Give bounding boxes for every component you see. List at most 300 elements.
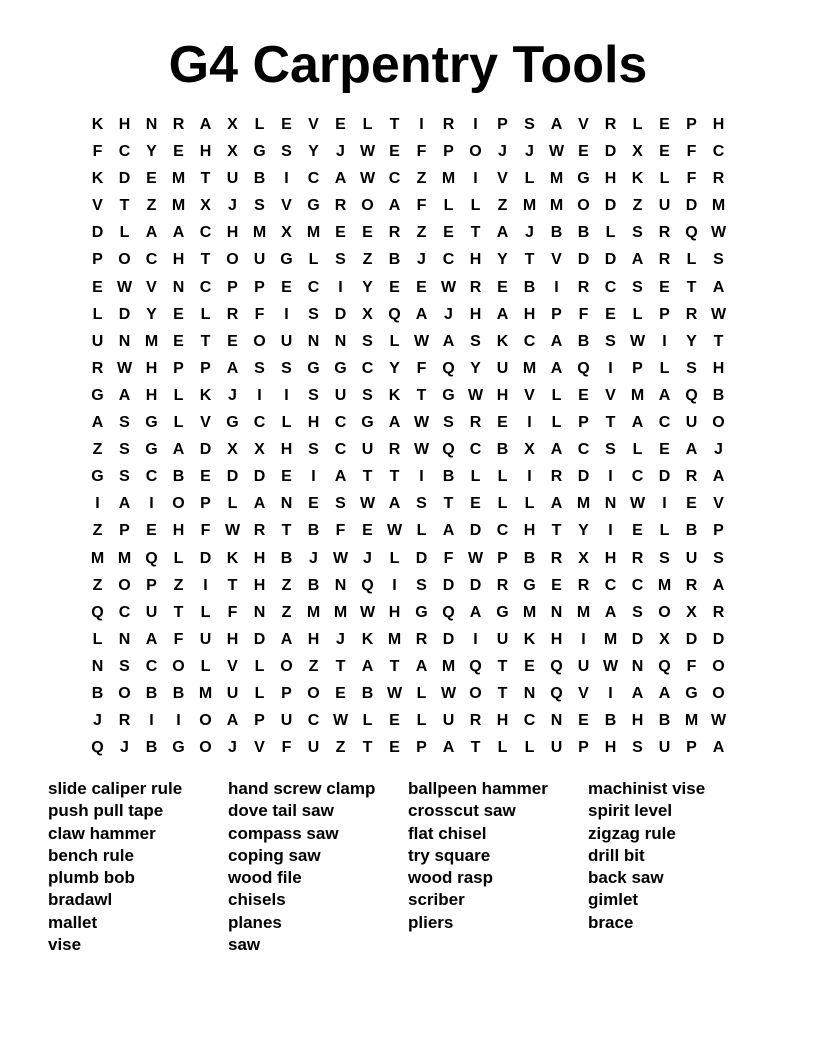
- grid-letter: M: [333, 603, 348, 621]
- grid-letter: P: [254, 278, 265, 296]
- grid-letter: W: [467, 386, 484, 404]
- grid-letter: M: [576, 495, 591, 513]
- grid-letter: U: [361, 441, 374, 459]
- grid-letter: O: [469, 143, 482, 161]
- grid-letter: L: [281, 414, 292, 432]
- grid-letter: B: [145, 739, 158, 757]
- grid-letter: X: [659, 630, 670, 648]
- grid-letter: H: [226, 224, 239, 242]
- grid-letter: V: [497, 170, 508, 188]
- grid-letter: C: [307, 712, 320, 730]
- grid-letter: I: [203, 576, 208, 594]
- grid-letter: U: [496, 630, 509, 648]
- grid-letter: D: [685, 197, 698, 215]
- grid-letter: I: [257, 386, 262, 404]
- grid-letter: N: [334, 332, 347, 350]
- grid-letter: V: [254, 739, 265, 757]
- grid-letter: J: [525, 224, 534, 242]
- grid-letter: A: [388, 414, 401, 432]
- grid-letter: S: [632, 739, 643, 757]
- grid-letter: D: [469, 576, 482, 594]
- grid-letter: L: [659, 170, 670, 188]
- grid-letter: P: [92, 251, 103, 269]
- grid-letter: B: [577, 332, 590, 350]
- grid-letter: L: [632, 441, 643, 459]
- grid-letter: S: [713, 251, 724, 269]
- grid-letter: R: [550, 549, 563, 567]
- grid-letter: O: [280, 657, 293, 675]
- grid-letter: B: [550, 224, 563, 242]
- grid-letter: C: [307, 278, 320, 296]
- grid-letter: E: [416, 278, 427, 296]
- grid-letter: Y: [308, 143, 319, 161]
- grid-letter: B: [658, 712, 671, 730]
- grid-letter: G: [577, 170, 590, 188]
- grid-letter: L: [173, 414, 184, 432]
- grid-letter: O: [307, 684, 320, 702]
- grid-letter: H: [604, 549, 617, 567]
- grid-letter: Q: [550, 684, 563, 702]
- grid-letter: H: [712, 116, 725, 133]
- grid-letter: A: [469, 603, 482, 621]
- grid-letter: Q: [442, 603, 455, 621]
- grid-letter: L: [254, 684, 265, 702]
- grid-letter: Y: [146, 305, 157, 323]
- grid-letter: P: [632, 359, 643, 377]
- grid-letter: X: [686, 603, 697, 621]
- grid-letter: L: [227, 495, 238, 513]
- grid-letter: X: [362, 305, 373, 323]
- grid-letter: C: [145, 657, 158, 675]
- grid-letter: S: [119, 657, 130, 675]
- grid-letter: V: [200, 414, 211, 432]
- grid-letter: S: [470, 332, 481, 350]
- grid-letter: C: [712, 143, 725, 161]
- grid-letter: E: [659, 116, 670, 133]
- grid-letter: W: [710, 712, 727, 730]
- grid-letter: V: [308, 116, 319, 133]
- grid-letter: L: [416, 684, 427, 702]
- grid-letter: K: [361, 630, 374, 648]
- grid-letter: M: [603, 630, 618, 648]
- grid-letter: X: [281, 224, 292, 242]
- grid-letter: P: [173, 359, 184, 377]
- grid-letter: A: [334, 468, 347, 486]
- grid-letter: E: [389, 739, 400, 757]
- grid-letter: D: [199, 549, 212, 567]
- grid-letter: L: [308, 251, 319, 269]
- grid-letter: V: [227, 657, 238, 675]
- grid-letter: S: [632, 278, 643, 296]
- grid-letter: R: [415, 630, 428, 648]
- grid-letter: N: [334, 576, 347, 594]
- grid-letter: R: [577, 278, 590, 296]
- grid-letter: U: [577, 657, 590, 675]
- grid-letter: E: [281, 468, 292, 486]
- grid-letter: J: [336, 143, 345, 161]
- grid-letter: R: [442, 116, 455, 133]
- grid-letter: Q: [145, 549, 158, 567]
- grid-letter: L: [524, 739, 535, 757]
- grid-letter: M: [630, 386, 645, 404]
- grid-letter: C: [523, 712, 536, 730]
- grid-letter: B: [442, 468, 455, 486]
- grid-letter: H: [307, 414, 320, 432]
- grid-letter: O: [172, 495, 185, 513]
- grid-letter: O: [226, 251, 239, 269]
- grid-letter: A: [550, 332, 563, 350]
- grid-letter: A: [334, 170, 347, 188]
- grid-letter: T: [470, 739, 481, 757]
- grid-letter: B: [361, 684, 374, 702]
- grid-letter: E: [659, 143, 670, 161]
- grid-letter: A: [226, 712, 239, 730]
- grid-letter: Y: [497, 251, 508, 269]
- grid-letter: N: [307, 332, 320, 350]
- grid-letter: N: [91, 657, 104, 675]
- grid-letter: U: [496, 359, 509, 377]
- grid-letter: S: [254, 197, 265, 215]
- word-item: bench rule: [48, 845, 134, 865]
- grid-letter: E: [281, 116, 292, 133]
- grid-letter: L: [443, 197, 454, 215]
- grid-letter: M: [522, 603, 537, 621]
- grid-letter: D: [712, 630, 725, 648]
- grid-letter: H: [253, 576, 266, 594]
- grid-letter: D: [199, 441, 212, 459]
- grid-letter: M: [252, 224, 267, 242]
- grid-letter: A: [631, 414, 644, 432]
- word-item: chisels: [228, 890, 286, 910]
- grid-letter: B: [523, 549, 536, 567]
- grid-letter: G: [334, 359, 347, 377]
- grid-letter: M: [576, 603, 591, 621]
- grid-letter: T: [335, 657, 346, 675]
- grid-letter: E: [659, 441, 670, 459]
- grid-letter: C: [307, 170, 320, 188]
- word-item: back saw: [588, 868, 664, 888]
- grid-letter: S: [416, 495, 427, 513]
- word-item: try square: [408, 845, 491, 865]
- grid-letter: Z: [308, 657, 319, 675]
- grid-letter: V: [92, 197, 103, 215]
- grid-letter: I: [311, 468, 316, 486]
- grid-letter: R: [631, 549, 644, 567]
- grid-letter: R: [388, 441, 401, 459]
- grid-letter: F: [92, 143, 103, 161]
- grid-letter: M: [522, 359, 537, 377]
- grid-letter: T: [362, 468, 373, 486]
- grid-letter: A: [442, 739, 455, 757]
- grid-letter: G: [172, 739, 185, 757]
- grid-letter: X: [227, 116, 238, 133]
- word-item: zigzag rule: [588, 823, 676, 843]
- grid-letter: F: [200, 522, 211, 540]
- grid-letter: W: [359, 170, 376, 188]
- grid-letter: H: [118, 116, 131, 133]
- grid-letter: T: [551, 522, 562, 540]
- grid-letter: S: [686, 359, 697, 377]
- grid-letter: C: [253, 414, 266, 432]
- grid-letter: A: [199, 116, 212, 133]
- grid-letter: R: [604, 116, 617, 133]
- grid-letter: Q: [388, 305, 401, 323]
- grid-letter: S: [605, 441, 616, 459]
- grid-letter: Q: [550, 657, 563, 675]
- word-item: flat chisel: [408, 823, 487, 843]
- grid-letter: N: [118, 630, 131, 648]
- word-item: crosscut saw: [408, 801, 516, 821]
- grid-letter: B: [172, 468, 185, 486]
- grid-letter: C: [604, 278, 617, 296]
- grid-letter: V: [578, 116, 589, 133]
- grid-letter: V: [146, 278, 157, 296]
- grid-letter: C: [334, 414, 347, 432]
- grid-letter: A: [145, 630, 158, 648]
- grid-letter: F: [173, 630, 184, 648]
- grid-letter: X: [227, 143, 238, 161]
- word-item: push pull tape: [48, 801, 164, 821]
- grid-letter: H: [172, 522, 185, 540]
- grid-letter: O: [658, 603, 671, 621]
- grid-letter: H: [604, 739, 617, 757]
- grid-letter: T: [173, 603, 184, 621]
- grid-letter: R: [550, 468, 563, 486]
- grid-letter: C: [631, 576, 644, 594]
- grid-letter: W: [359, 143, 376, 161]
- grid-letter: R: [685, 576, 698, 594]
- grid-letter: A: [226, 359, 239, 377]
- grid-letter: I: [608, 468, 613, 486]
- grid-letter: I: [608, 522, 613, 540]
- grid-letter: R: [469, 414, 482, 432]
- grid-letter: F: [686, 143, 697, 161]
- grid-letter: M: [171, 197, 186, 215]
- grid-letter: U: [280, 712, 293, 730]
- grid-letter: H: [523, 305, 536, 323]
- grid-letter: E: [335, 116, 346, 133]
- grid-letter: O: [118, 251, 131, 269]
- grid-letter: M: [549, 197, 564, 215]
- grid-letter: J: [498, 143, 507, 161]
- grid-letter: K: [91, 116, 104, 133]
- grid-letter: L: [173, 549, 184, 567]
- grid-letter: A: [712, 576, 725, 594]
- grid-letter: M: [306, 224, 321, 242]
- grid-letter: G: [226, 414, 239, 432]
- grid-letter: I: [581, 630, 586, 648]
- grid-letter: S: [632, 603, 643, 621]
- grid-letter: K: [631, 170, 644, 188]
- grid-letter: J: [417, 251, 426, 269]
- grid-letter: I: [149, 495, 154, 513]
- grid-letter: L: [362, 712, 373, 730]
- grid-letter: D: [577, 468, 590, 486]
- word-item: dove tail saw: [228, 801, 334, 821]
- grid-letter: I: [473, 170, 478, 188]
- grid-letter: P: [497, 116, 508, 133]
- grid-letter: A: [442, 332, 455, 350]
- grid-letter: R: [685, 305, 698, 323]
- grid-letter: Q: [361, 576, 374, 594]
- grid-letter: G: [91, 468, 104, 486]
- grid-letter: N: [118, 332, 131, 350]
- grid-letter: T: [443, 495, 454, 513]
- grid-letter: D: [631, 630, 644, 648]
- word-column: [588, 778, 768, 956]
- grid-letter: N: [604, 495, 617, 513]
- grid-letter: P: [119, 522, 130, 540]
- grid-letter: C: [118, 603, 131, 621]
- grid-letter: T: [200, 170, 211, 188]
- grid-letter: D: [253, 630, 266, 648]
- grid-letter: Q: [91, 603, 104, 621]
- grid-letter: G: [280, 251, 293, 269]
- word-item: compass saw: [228, 823, 339, 843]
- grid-letter: Q: [685, 386, 698, 404]
- grid-letter: W: [413, 332, 430, 350]
- grid-letter: H: [307, 630, 320, 648]
- grid-letter: A: [388, 495, 401, 513]
- grid-letter: Q: [442, 359, 455, 377]
- word-column: [228, 778, 408, 956]
- grid-letter: U: [685, 549, 698, 567]
- grid-letter: A: [172, 441, 185, 459]
- grid-letter: C: [388, 170, 401, 188]
- grid-letter: A: [550, 359, 563, 377]
- grid-letter: K: [199, 386, 212, 404]
- grid-letter: J: [228, 197, 237, 215]
- grid-letter: S: [281, 359, 292, 377]
- grid-letter: W: [386, 684, 403, 702]
- grid-letter: O: [172, 657, 185, 675]
- grid-letter: E: [578, 712, 589, 730]
- grid-letter: N: [550, 712, 563, 730]
- grid-letter: T: [605, 414, 616, 432]
- grid-letter: C: [145, 468, 158, 486]
- grid-letter: S: [416, 576, 427, 594]
- grid-letter: F: [227, 603, 238, 621]
- grid-letter: H: [388, 603, 401, 621]
- grid-letter: R: [658, 251, 671, 269]
- grid-letter: L: [470, 197, 481, 215]
- word-item: machinist vise: [588, 779, 706, 798]
- grid-letter: T: [713, 332, 724, 350]
- grid-letter: E: [281, 278, 292, 296]
- grid-letter: J: [714, 441, 723, 459]
- grid-letter: A: [550, 495, 563, 513]
- grid-letter: E: [632, 522, 643, 540]
- grid-letter: U: [199, 630, 212, 648]
- grid-letter: I: [419, 468, 424, 486]
- grid-letter: S: [713, 549, 724, 567]
- grid-letter: J: [93, 712, 102, 730]
- grid-letter: T: [686, 278, 697, 296]
- grid-letter: L: [200, 305, 211, 323]
- grid-letter: S: [254, 359, 265, 377]
- grid-letter: J: [120, 739, 129, 757]
- grid-letter: F: [416, 197, 427, 215]
- grid-letter: A: [631, 251, 644, 269]
- grid-letter: H: [226, 630, 239, 648]
- grid-letter: X: [254, 441, 265, 459]
- grid-letter: B: [307, 522, 320, 540]
- grid-letter: B: [145, 684, 158, 702]
- grid-letter: M: [198, 684, 213, 702]
- grid-letter: T: [362, 739, 373, 757]
- grid-letter: D: [118, 170, 131, 188]
- grid-letter: W: [332, 712, 349, 730]
- grid-letter: B: [604, 712, 617, 730]
- grid-letter: X: [227, 441, 238, 459]
- grid-letter: A: [604, 603, 617, 621]
- grid-letter: Z: [281, 603, 292, 621]
- grid-letter: E: [497, 414, 508, 432]
- grid-letter: F: [686, 170, 697, 188]
- grid-letter: O: [361, 197, 374, 215]
- grid-letter: G: [307, 359, 320, 377]
- word-item: planes: [228, 912, 282, 932]
- grid-letter: P: [200, 495, 211, 513]
- grid-letter: Z: [146, 197, 157, 215]
- grid-letter: C: [604, 576, 617, 594]
- grid-letter: B: [577, 224, 590, 242]
- grid-letter: C: [199, 224, 212, 242]
- grid-letter: L: [524, 495, 535, 513]
- grid-letter: L: [524, 170, 535, 188]
- grid-letter: D: [253, 468, 266, 486]
- grid-letter: H: [199, 143, 212, 161]
- grid-letter: R: [172, 116, 185, 133]
- grid-letter: I: [527, 414, 532, 432]
- grid-letter: U: [658, 197, 671, 215]
- grid-letter: C: [523, 332, 536, 350]
- grid-letter: E: [227, 332, 238, 350]
- grid-letter: I: [419, 116, 424, 133]
- grid-letter: V: [524, 386, 535, 404]
- grid-letter: L: [497, 495, 508, 513]
- grid-letter: E: [92, 278, 103, 296]
- grid-letter: D: [604, 143, 617, 161]
- grid-letter: S: [362, 332, 373, 350]
- word-item: brace: [588, 912, 634, 932]
- grid-letter: E: [659, 278, 670, 296]
- grid-letter: O: [118, 684, 131, 702]
- grid-letter: U: [550, 739, 563, 757]
- grid-letter: O: [712, 414, 725, 432]
- grid-letter: S: [524, 116, 535, 133]
- grid-letter: S: [308, 441, 319, 459]
- grid-letter: O: [118, 576, 131, 594]
- grid-letter: Z: [416, 170, 427, 188]
- grid-letter: D: [469, 522, 482, 540]
- grid-letter: I: [662, 332, 667, 350]
- word-item: ballpeen hammer: [408, 779, 548, 798]
- grid-letter: X: [578, 549, 589, 567]
- word-item: wood rasp: [408, 868, 494, 888]
- grid-letter: W: [386, 522, 403, 540]
- grid-letter: C: [118, 143, 131, 161]
- grid-letter: I: [284, 386, 289, 404]
- grid-letter: R: [334, 197, 347, 215]
- grid-letter: L: [551, 386, 562, 404]
- word-item: pliers: [408, 912, 454, 932]
- grid-letter: A: [631, 684, 644, 702]
- grid-letter: A: [253, 495, 266, 513]
- grid-letter: I: [176, 712, 181, 730]
- grid-letter: E: [146, 522, 157, 540]
- grid-letter: J: [336, 630, 345, 648]
